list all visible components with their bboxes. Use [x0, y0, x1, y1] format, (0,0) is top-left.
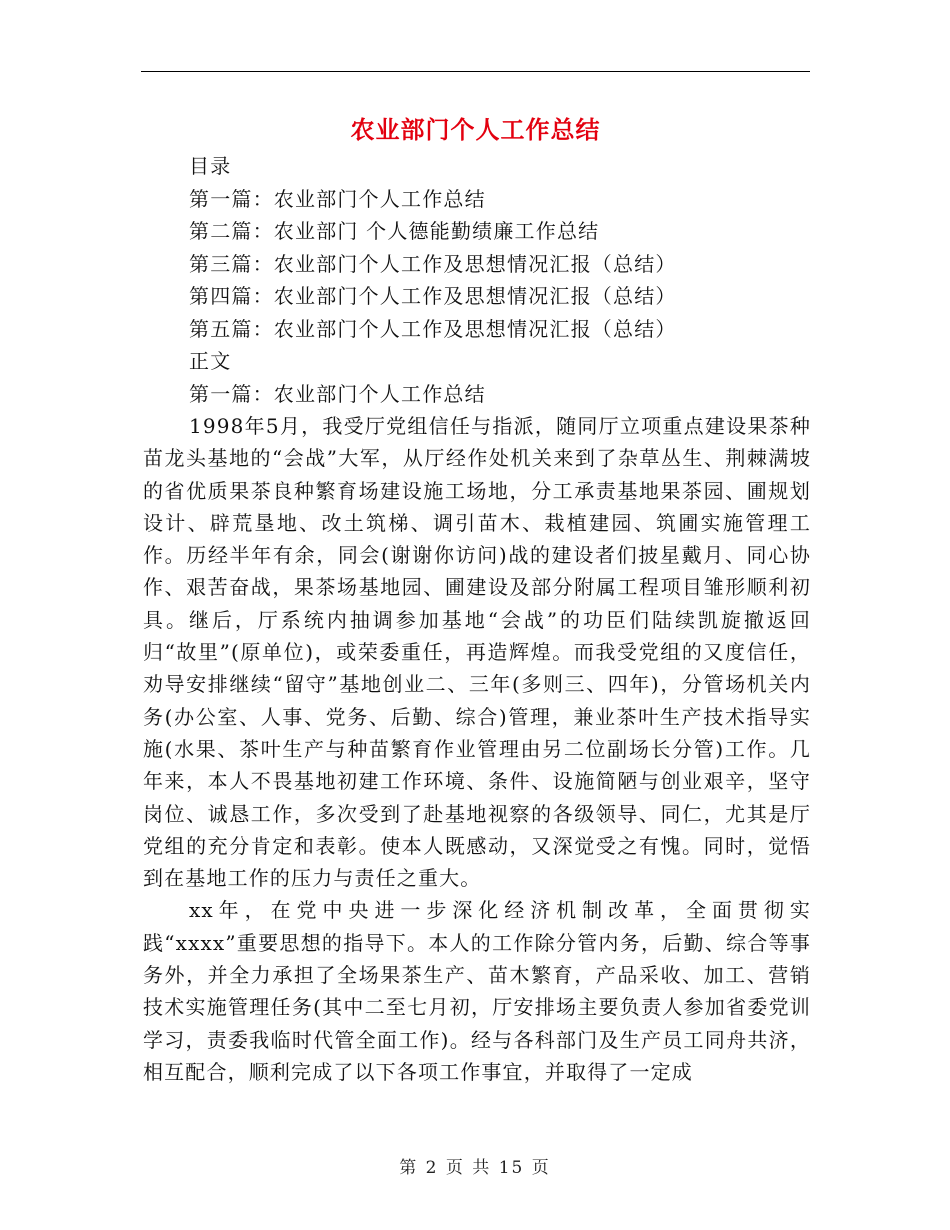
toc-item: 第二篇：农业部门 个人德能勤绩廉工作总结	[189, 219, 600, 243]
toc-item: 第一篇：农业部门个人工作总结	[189, 186, 486, 211]
paragraph: 1998年5月，我受厅党组信任与指派，随同厅立项重点建设果茶种苗龙头基地的“会战”大军，从厅经作处机关来到了杂草丛生、荆棘满坡的省优质果茶良种繁育场建设施工场地，分工承责基地果茶园、圃规划设计、辟荒垦地、改土筑梯、调引苗木、栽植建园、筑圃实施管理工作。历经半年有余，同会(谢谢你访问)战的建设者们披星戴月、同心协作、艰苦奋战，果茶场基地园、圃建设及部分附属工程项目雏形顺利初具。继后，厅系统内抽调参加基地“会战”的功臣们陆续凯旋撤返回归“故里”(原单位)，或荣委重任，再造辉煌。而我受党组的又度信任，劝导安排继续“留守”基地创业二、三年(多则三、四年)，分管场机关内务(办公室、人事、党务、后勤、综合)管理，兼业茶叶生产技术指导实施(水果、茶叶生产与种苗繁育作业管理由另二位副场长分管)工作。几年来，本人不畏基地初建工作环境、条件、设施简陋与创业艰辛，坚守岗位、诚恳工作，多次受到了赴基地视察的各级领导、同仁，尤其是厅党组的充分肯定和表彰。使本人既感动，又深觉受之有愧。同时，觉悟到在基地工作的压力与责任之重大。	[143, 414, 811, 891]
toc-heading: 目录	[189, 154, 232, 178]
toc-item: 第三篇：农业部门个人工作及思想情况汇报（总结）	[189, 251, 677, 276]
paragraph: xx年，在党中央进一步深化经济机制改革，全面贯彻实践“xxxx”重要思想的指导下。本人的工作除分管内务，后勤、综合等事务外，并全力承担了全场果茶生产、苗木繁育，产品采收、加工、营销技术实施管理任务(其中二至七月初，厅安排场主要负责人参加省委党训学习，责委我临时代管全面工作)。经与各科部门及生产员工同舟共济，相互配合，顺利完成了以下各项工作事宜，并取得了一定成	[143, 898, 811, 1084]
document-title: 农业部门个人工作总结	[350, 116, 601, 144]
toc-item: 第五篇：农业部门个人工作及思想情况汇报（总结）	[189, 316, 677, 341]
header-rule	[141, 71, 810, 72]
page-footer: 第 2 页 共 15 页	[399, 1158, 551, 1178]
section-heading: 第一篇：农业部门个人工作总结	[189, 381, 486, 406]
body-text	[143, 410, 811, 1088]
table-of-contents	[189, 150, 810, 410]
body-heading: 正文	[189, 349, 232, 373]
toc-item: 第四篇：农业部门个人工作及思想情况汇报（总结）	[189, 284, 677, 308]
